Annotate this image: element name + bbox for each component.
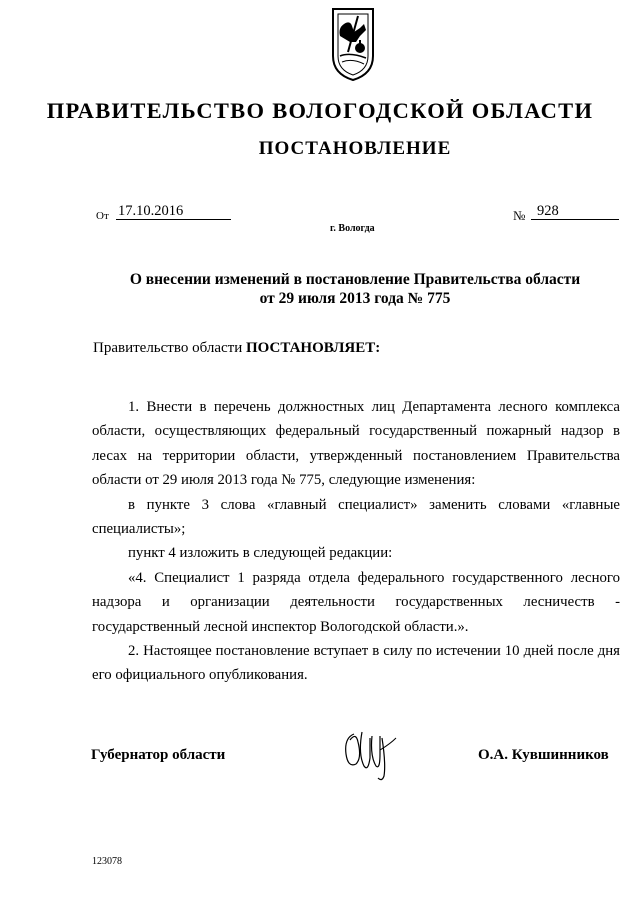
body-paragraph: «4. Специалист 1 разряда отдела федерального государственного лесного надзора и организации деятельности государственных лесничеств - государственный лесной инспектор Вологодской области.». [92,569,620,635]
document-number: 928 [531,203,619,220]
preamble [93,340,380,357]
document-type: ПОСТАНОВЛЕНИЕ [258,138,452,159]
signatory-name: О.А. Кувшинников [478,747,609,763]
city: г. Вологда [330,223,375,234]
government-title: ПРАВИТЕЛЬСТВО ВОЛОГОДСКОЙ ОБЛАСТИ [46,98,594,123]
document-body [92,395,620,688]
coat-of-arms-icon [330,6,376,82]
document-code: 123078 [92,856,122,867]
body-paragraph: 2. Настоящее постановление вступает в силу по истечении 10 дней после дня его официального опубликования. [92,643,620,684]
number-label: № [513,208,526,223]
body-paragraph: 1. Внести в перечень должностных лиц Департамента лесного комплекса области, осуществляющих федеральный государственный пожарный надзор в лесах на территории области, утвержденный постановлением Правительства области от 29 июля 2013 года № 775, следующие изменения: [92,399,620,489]
date-label: От [96,210,109,222]
signatory-title: Губернатор области [91,747,226,763]
preamble-emphasis: ПОСТАНОВЛЯЕТ: [245,340,381,356]
body-paragraph: в пункте 3 слова «главный специалист» заменить словами «главные специалисты»; [92,496,620,538]
handwritten-signature [340,724,402,784]
subject-line-2: от 29 июля 2013 года № 775 [259,290,451,307]
subject-line-1: О внесении изменений в постановление Правительства области [129,271,581,288]
document-date: 17.10.2016 [116,203,231,220]
body-paragraph: пункт 4 изложить в следующей редакции: [128,545,393,562]
preamble-text: Правительство области [93,340,246,356]
document-subject [0,270,640,308]
